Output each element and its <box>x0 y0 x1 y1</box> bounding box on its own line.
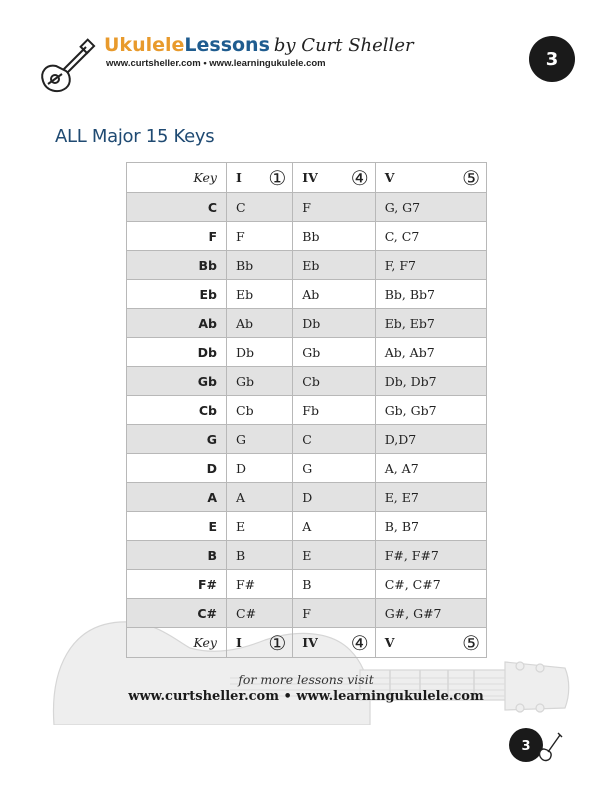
table-row <box>127 425 487 454</box>
table-row <box>127 570 487 599</box>
column-header <box>375 628 486 658</box>
major-keys-table <box>126 162 487 658</box>
chord-v-cell: F#, F#7 <box>375 541 486 570</box>
column-header <box>375 163 486 193</box>
table-row <box>127 309 487 338</box>
table-row <box>127 454 487 483</box>
key-column-label: Key <box>127 163 227 193</box>
table-footer-row <box>127 628 487 658</box>
chord-iv-cell: Gb <box>293 338 375 367</box>
brand-author: by Curt Sheller <box>273 35 414 56</box>
column-label: IV <box>302 170 318 185</box>
key-cell: Cb <box>127 396 227 425</box>
page-number-badge: 3 <box>529 36 575 82</box>
chord-iv-cell: G <box>293 454 375 483</box>
chord-v-cell: Eb, Eb7 <box>375 309 486 338</box>
circled-degree: ④ <box>350 630 369 655</box>
chord-iv-cell: F <box>293 599 375 628</box>
chord-i-cell: C# <box>227 599 293 628</box>
column-header <box>227 628 293 658</box>
ukulele-icon <box>36 36 98 98</box>
chord-i-cell: F# <box>227 570 293 599</box>
key-cell: Ab <box>127 309 227 338</box>
table-row <box>127 396 487 425</box>
chord-i-cell: Gb <box>227 367 293 396</box>
chord-iv-cell: C <box>293 425 375 454</box>
table-row <box>127 367 487 396</box>
chord-i-cell: E <box>227 512 293 541</box>
table-row <box>127 512 487 541</box>
chord-v-cell: Ab, Ab7 <box>375 338 486 367</box>
chord-iv-cell: Bb <box>293 222 375 251</box>
key-cell: F <box>127 222 227 251</box>
footer-note: for more lessons visit <box>238 672 374 687</box>
chord-v-cell: F, F7 <box>375 251 486 280</box>
brand-lessons: Lessons <box>184 34 270 56</box>
key-cell: Db <box>127 338 227 367</box>
circled-degree: ① <box>268 165 287 190</box>
chord-iv-cell: B <box>293 570 375 599</box>
key-cell: D <box>127 454 227 483</box>
table-row <box>127 483 487 512</box>
table-row <box>127 280 487 309</box>
key-cell: C# <box>127 599 227 628</box>
table-row <box>127 251 487 280</box>
chord-iv-cell: E <box>293 541 375 570</box>
brand-ukulele: Ukulele <box>104 34 185 56</box>
column-header <box>293 628 375 658</box>
key-cell: C <box>127 193 227 222</box>
key-cell: Gb <box>127 367 227 396</box>
chord-v-cell: G, G7 <box>375 193 486 222</box>
header-urls: www.curtsheller.com • www.learningukulele.com <box>106 58 326 69</box>
chord-iv-cell: Cb <box>293 367 375 396</box>
key-cell: E <box>127 512 227 541</box>
chord-iv-cell: Db <box>293 309 375 338</box>
column-header <box>227 163 293 193</box>
circled-degree: ⑤ <box>462 630 480 655</box>
chord-v-cell: D,D7 <box>375 425 486 454</box>
chord-v-cell: Db, Db7 <box>375 367 486 396</box>
column-label: V <box>384 635 395 650</box>
chord-i-cell: B <box>227 541 293 570</box>
footer-page-badge <box>508 721 564 771</box>
chord-iv-cell: Eb <box>293 251 375 280</box>
chord-iv-cell: F <box>293 193 375 222</box>
chord-i-cell: Bb <box>227 251 293 280</box>
chord-i-cell: G <box>227 425 293 454</box>
chord-i-cell: Cb <box>227 396 293 425</box>
chord-iv-cell: Ab <box>293 280 375 309</box>
chord-i-cell: Ab <box>227 309 293 338</box>
chord-i-cell: Db <box>227 338 293 367</box>
section-title: ALL Major 15 Keys <box>55 126 215 147</box>
column-label: IV <box>302 635 318 650</box>
chord-i-cell: F <box>227 222 293 251</box>
chord-v-cell: G#, G#7 <box>375 599 486 628</box>
chord-v-cell: B, B7 <box>375 512 486 541</box>
column-label: V <box>384 170 395 185</box>
table-row <box>127 338 487 367</box>
circled-degree: ① <box>268 630 287 655</box>
key-cell: F# <box>127 570 227 599</box>
chord-i-cell: D <box>227 454 293 483</box>
footer-urls: www.curtsheller.com • www.learningukulele.com <box>128 689 484 704</box>
chord-v-cell: Gb, Gb7 <box>375 396 486 425</box>
table-row <box>127 193 487 222</box>
column-label: I <box>236 635 242 650</box>
chord-i-cell: C <box>227 193 293 222</box>
chord-v-cell: E, E7 <box>375 483 486 512</box>
table-row <box>127 599 487 628</box>
chord-v-cell: C#, C#7 <box>375 570 486 599</box>
chord-i-cell: A <box>227 483 293 512</box>
key-cell: Eb <box>127 280 227 309</box>
circled-degree: ④ <box>350 165 369 190</box>
chord-v-cell: C, C7 <box>375 222 486 251</box>
key-cell: B <box>127 541 227 570</box>
key-cell: A <box>127 483 227 512</box>
chord-iv-cell: Fb <box>293 396 375 425</box>
chord-iv-cell: D <box>293 483 375 512</box>
brand-title <box>104 34 414 56</box>
chord-iv-cell: A <box>293 512 375 541</box>
key-column-label: Key <box>127 628 227 658</box>
key-cell: G <box>127 425 227 454</box>
table-row <box>127 541 487 570</box>
column-label: I <box>236 170 242 185</box>
chord-i-cell: Eb <box>227 280 293 309</box>
circled-degree: ⑤ <box>462 165 480 190</box>
column-header <box>293 163 375 193</box>
chord-v-cell: Bb, Bb7 <box>375 280 486 309</box>
table-header-row <box>127 163 487 193</box>
table-row <box>127 222 487 251</box>
footer-page-number: 3 <box>521 739 531 754</box>
chord-v-cell: A, A7 <box>375 454 486 483</box>
key-cell: Bb <box>127 251 227 280</box>
